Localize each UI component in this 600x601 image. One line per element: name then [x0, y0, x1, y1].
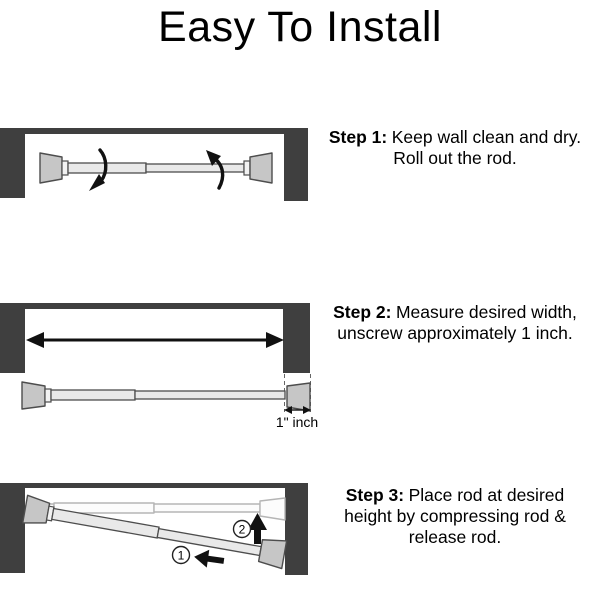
- step-marker-1: [173, 547, 190, 564]
- right-wall: [283, 303, 310, 373]
- step-3-line-3: release rod.: [408, 527, 502, 547]
- rod-collar-right: [244, 161, 250, 175]
- step-3-line-2: height by compressing rod &: [344, 506, 566, 526]
- step-2-line-1: Step 2: Measure desired width,: [333, 302, 577, 322]
- step-2-label: Step 2:: [333, 302, 392, 322]
- step-3-text: [310, 485, 600, 548]
- step-1-text: [310, 127, 600, 169]
- left-wall: [0, 128, 25, 198]
- right-wall: [285, 483, 308, 575]
- rod-cap-right: [250, 153, 272, 183]
- rod-cap-left: [40, 153, 62, 183]
- step-1-illustration: [0, 125, 312, 220]
- step-1-line-2: Roll out the rod.: [393, 148, 517, 168]
- inch-label: 1" inch: [275, 414, 319, 430]
- left-wall: [0, 483, 25, 573]
- rod-tube-thin: [146, 164, 244, 172]
- tension-rod: [40, 153, 272, 183]
- push-left-arrow-icon: [193, 548, 225, 570]
- step-2-line-2: unscrew approximately 1 inch.: [337, 323, 573, 343]
- step-3-label: Step 3:: [345, 485, 405, 505]
- ceiling-bar: [0, 128, 308, 134]
- ceiling-bar: [0, 303, 310, 309]
- right-wall: [284, 128, 308, 201]
- rod-collar-left: [62, 161, 68, 175]
- step-1-line-1: Step 1: Keep wall clean and dry.: [328, 127, 582, 147]
- marker-1-number: 1: [177, 548, 185, 563]
- step-2-text: [310, 302, 600, 344]
- step-1-label: Step 1:: [328, 127, 388, 147]
- step-2-illustration: [0, 298, 320, 433]
- tension-rod: [22, 382, 310, 411]
- page-title: Easy To Install: [158, 3, 442, 51]
- step-marker-2: [234, 521, 251, 538]
- rod-cap-left: [23, 495, 51, 527]
- ceiling-bar: [0, 483, 308, 488]
- rod-cap-left: [22, 382, 45, 409]
- rod-tube-thick: [51, 390, 135, 400]
- rod-tube-thin: [135, 391, 285, 399]
- marker-2-number: 2: [238, 522, 246, 537]
- rod-collar-left: [45, 389, 51, 402]
- step-3-illustration: [0, 478, 312, 580]
- width-measure-arrow-icon: [26, 332, 284, 348]
- rod-cap-right: [258, 537, 286, 569]
- left-wall: [0, 303, 25, 373]
- step-3-line-1: Step 3: Place rod at desired: [345, 485, 565, 505]
